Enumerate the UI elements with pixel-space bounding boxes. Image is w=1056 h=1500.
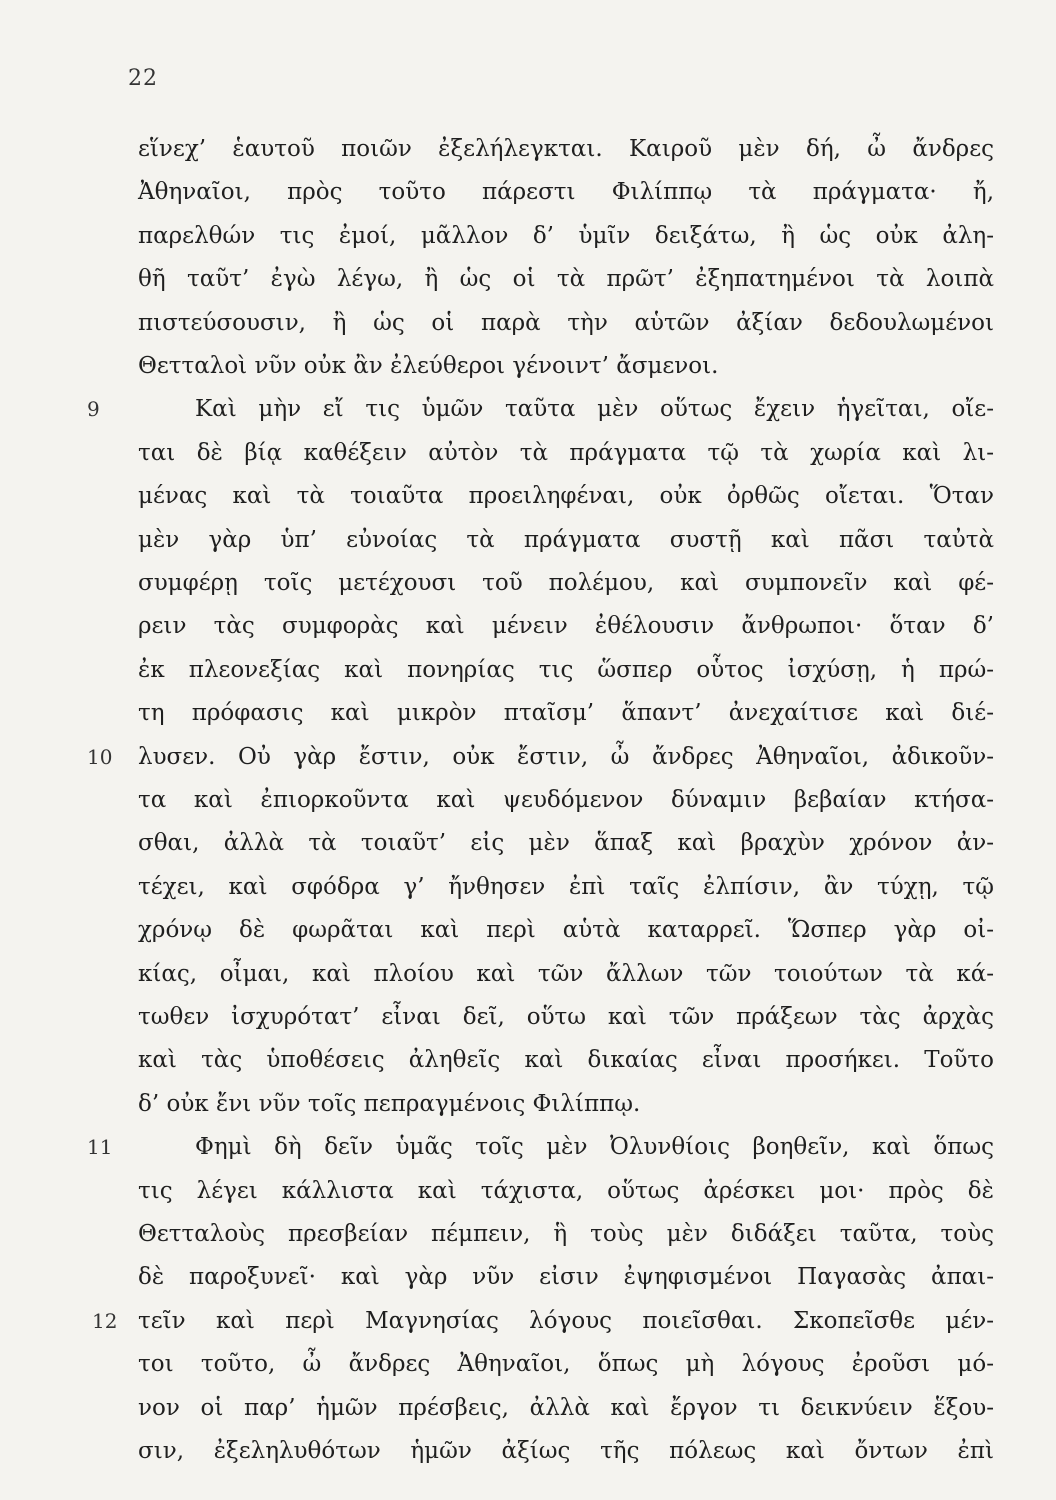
text-line: νον οἱ παρ’ ἡμῶν πρέσβεις, ἀλλὰ καὶ ἔργον τι δεικνύειν ἕξου- — [138, 1394, 994, 1421]
text-line: τα καὶ ἐπιορκοῦντα καὶ ψευδόμενον δύναμιν βεβαίαν κτήσα- — [138, 787, 994, 813]
text-line: ται δὲ βίᾳ καθέξειν αὐτὸν τὰ πράγματα τῷ τὰ χωρία καὶ λι- — [138, 439, 994, 466]
text-line: θῆ ταῦτ’ ἐγὼ λέγω, ἢ ὡς οἱ τὰ πρῶτ’ ἐξηπατημένοι τὰ λοιπὰ — [138, 266, 994, 293]
text-line: τέχει, καὶ σφόδρα γ’ ἤνθησεν ἐπὶ ταῖς ἐλπίσιν, ἂν τύχῃ, τῷ — [138, 873, 994, 900]
page-number: 22 — [128, 66, 158, 91]
section-number: 9 — [87, 397, 100, 422]
text-line: Ἀθηναῖοι, πρὸς τοῦτο πάρεστι Φιλίππῳ τὰ πράγματα· ἤ, — [138, 179, 994, 206]
section-number: 10 — [87, 744, 113, 769]
text-line: τεῖν καὶ περὶ Μαγνησίας λόγους ποιεῖσθαι. Σκοπεῖσθε μέν- — [138, 1307, 994, 1334]
text-line: Φημὶ δὴ δεῖν ὑμᾶς τοῖς μὲν Ὀλυνθίοις βοηθεῖν, καὶ ὅπως — [195, 1134, 994, 1161]
text-line: δὲ παροξυνεῖ· καὶ γὰρ νῦν εἰσιν ἐψηφισμένοι Παγασὰς ἀπαι- — [138, 1264, 994, 1291]
text-line: εἵνεχ’ ἑαυτοῦ ποιῶν ἐξελήλεγκται. Καιροῦ μὲν δή, ὦ ἄνδρες — [138, 136, 994, 162]
text-line: τοι τοῦτο, ὦ ἄνδρες Ἀθηναῖοι, ὅπως μὴ λόγους ἐροῦσι μό- — [138, 1351, 994, 1378]
text-line: τη πρόφασις καὶ μικρὸν πταῖσμ’ ἅπαντ’ ἀνεχαίτισε καὶ διέ- — [138, 700, 994, 727]
text-line: παρελθών τις ἐμοί, μᾶλλον δ’ ὑμῖν δειξάτω, ἢ ὡς οὐκ ἀλη- — [138, 222, 994, 249]
text-line: τωθεν ἰσχυρότατ’ εἶναι δεῖ, οὕτω καὶ τῶν πράξεων τὰς ἀρχὰς — [138, 1004, 994, 1030]
text-line: σιν, ἐξεληλυθότων ἡμῶν ἀξίως τῆς πόλεως καὶ ὄντων ἐπὶ — [138, 1438, 994, 1464]
text-line: καὶ τὰς ὑποθέσεις ἀληθεῖς καὶ δικαίας εἶναι προσήκει. Τοῦτο — [138, 1047, 994, 1074]
text-line: λυσεν. Οὐ γὰρ ἔστιν, οὐκ ἔστιν, ὦ ἄνδρες Ἀθηναῖοι, ἀδικοῦν- — [138, 743, 994, 770]
text-line: Θετταλοὶ νῦν οὐκ ἂν ἐλεύθεροι γένοιντ’ ἄσμενοι. — [138, 353, 719, 379]
text-line: σθαι, ἀλλὰ τὰ τοιαῦτ’ εἰς μὲν ἅπαξ καὶ βραχὺν χρόνον ἀν- — [138, 830, 994, 857]
section-number: 11 — [87, 1135, 113, 1160]
text-line: τις λέγει κάλλιστα καὶ τάχιστα, οὕτως ἀρέσκει μοι· πρὸς δὲ — [138, 1177, 994, 1204]
text-line: συμφέρῃ τοῖς μετέχουσι τοῦ πολέμου, καὶ συμπονεῖν καὶ φέ- — [138, 570, 994, 596]
text-line: δ’ οὐκ ἔνι νῦν τοῖς πεπραγμένοις Φιλίππῳ. — [138, 1090, 641, 1117]
text-line: Καὶ μὴν εἴ τις ὑμῶν ταῦτα μὲν οὕτως ἔχειν ἡγεῖται, οἴε- — [195, 396, 994, 423]
section-number: 12 — [92, 1308, 118, 1333]
text-line: πιστεύσουσιν, ἢ ὡς οἱ παρὰ τὴν αὑτῶν ἀξίαν δεδουλωμένοι — [138, 309, 994, 336]
text-line: μένας καὶ τὰ τοιαῦτα προειληφέναι, οὐκ ὀρθῶς οἴεται. Ὅταν — [138, 483, 994, 510]
text-line: Θετταλοὺς πρεσβείαν πέμπειν, ἣ τοὺς μὲν διδάξει ταῦτα, τοὺς — [138, 1221, 994, 1247]
text-line: μὲν γὰρ ὑπ’ εὐνοίας τὰ πράγματα συστῇ καὶ πᾶσι ταὐτὰ — [138, 526, 994, 553]
text-line: κίας, οἶμαι, καὶ πλοίου καὶ τῶν ἄλλων τῶν τοιούτων τὰ κά- — [138, 960, 994, 987]
text-line: ἐκ πλεονεξίας καὶ πονηρίας τις ὥσπερ οὗτος ἰσχύσῃ, ἡ πρώ- — [138, 656, 994, 683]
text-line: χρόνῳ δὲ φωρᾶται καὶ περὶ αὑτὰ καταρρεῖ. Ὥσπερ γὰρ οἰ- — [138, 917, 994, 944]
text-line: ρειν τὰς συμφορὰς καὶ μένειν ἐθέλουσιν ἄνθρωποι· ὅταν δ’ — [138, 613, 994, 640]
